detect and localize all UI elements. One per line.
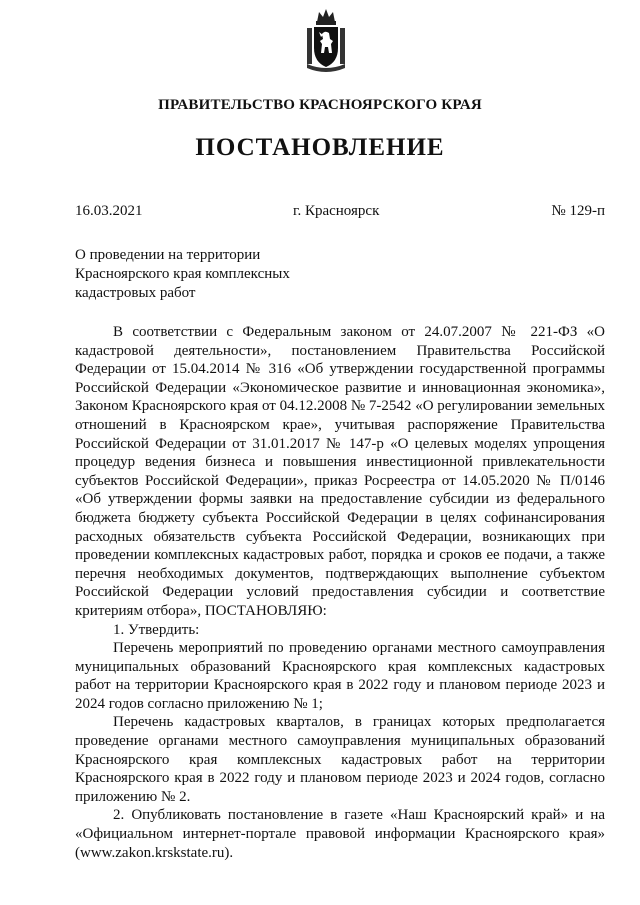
resolution-item-1: 1. Утвердить: <box>113 621 200 638</box>
krasnoyarsk-coat-of-arms-icon <box>305 6 347 72</box>
approved-list-item-2: Перечень кадастровых кварталов, в границах которых предполагается проведение органами местного самоуправления муниципальных образований Красноярского края комплексных кадастровых работ на территории Красноярского края в 2022 году и плановом периоде 2023 и 2024 годов, согласно приложению № 2. <box>75 714 605 805</box>
document-number: № 129-п <box>551 203 605 219</box>
document-meta-row <box>75 203 605 223</box>
organization-name: ПРАВИТЕЛЬСТВО КРАСНОЯРСКОГО КРАЯ <box>158 97 482 113</box>
document-date: 16.03.2021 <box>75 203 143 219</box>
subject-line: Красноярского края комплексных <box>75 266 290 282</box>
subject-line: О проведении на территории <box>75 247 261 263</box>
approved-list-item-1: Перечень мероприятий по проведению органами местного самоуправления муниципальных образований Красноярского края комплексных кадастровых работ на территории Красноярского края в 2022 году и плановом периоде 2023 и 2024 годов согласно приложению № 1; <box>75 640 605 712</box>
document-city: г. Красноярск <box>293 203 380 219</box>
preamble-paragraph: В соответствии с Федеральным законом от 24.07.2007 № 221-ФЗ «О кадастровой деятельности», постановлением Правительства Российской Федерации от 15.04.2014 № 316 «Об утверждении государственной программы Российской Федерации «Экономическое развитие и инновационная экономика», Законом Красноярского края от 04.12.2008 № 7-2542 «О регулировании земельных отношений в Красноярском крае», учитывая распоряжение Правительства Российской Федерации от 31.01.2017 № 147-р «О целевых моделях упрощения процедур ведения бизнеса и повышения инвестиционной привлекательности субъектов Российской Федерации», приказ Росреестра от 14.05.2020 № П/0146 «Об утверждении формы заявки на предоставление субсидии из федерального бюджета бюджету субъекта Российской Федерации в целях софинансирования расходных обязательств субъекта Российской Федерации, возникающих при проведении комплексных кадастровых работ, порядка и сроков ее подачи, а также перечня необходимых документов, подтверждающих выполнение субъектом Российской Федерации условий предоставления субсидии и соответствие критериям отбора», ПОСТАНОВЛЯЮ: <box>75 324 605 619</box>
document-type-title: ПОСТАНОВЛЕНИЕ <box>195 134 445 161</box>
resolution-item-2: 2. Опубликовать постановление в газете «Наш Красноярский край» и на «Официальном интернет-портале правовой информации Красноярского края» (www.zakon.krskstate.ru). <box>75 807 605 861</box>
document-body <box>75 323 605 862</box>
subject-line: кадастровых работ <box>75 285 196 301</box>
document-subject <box>75 246 375 303</box>
